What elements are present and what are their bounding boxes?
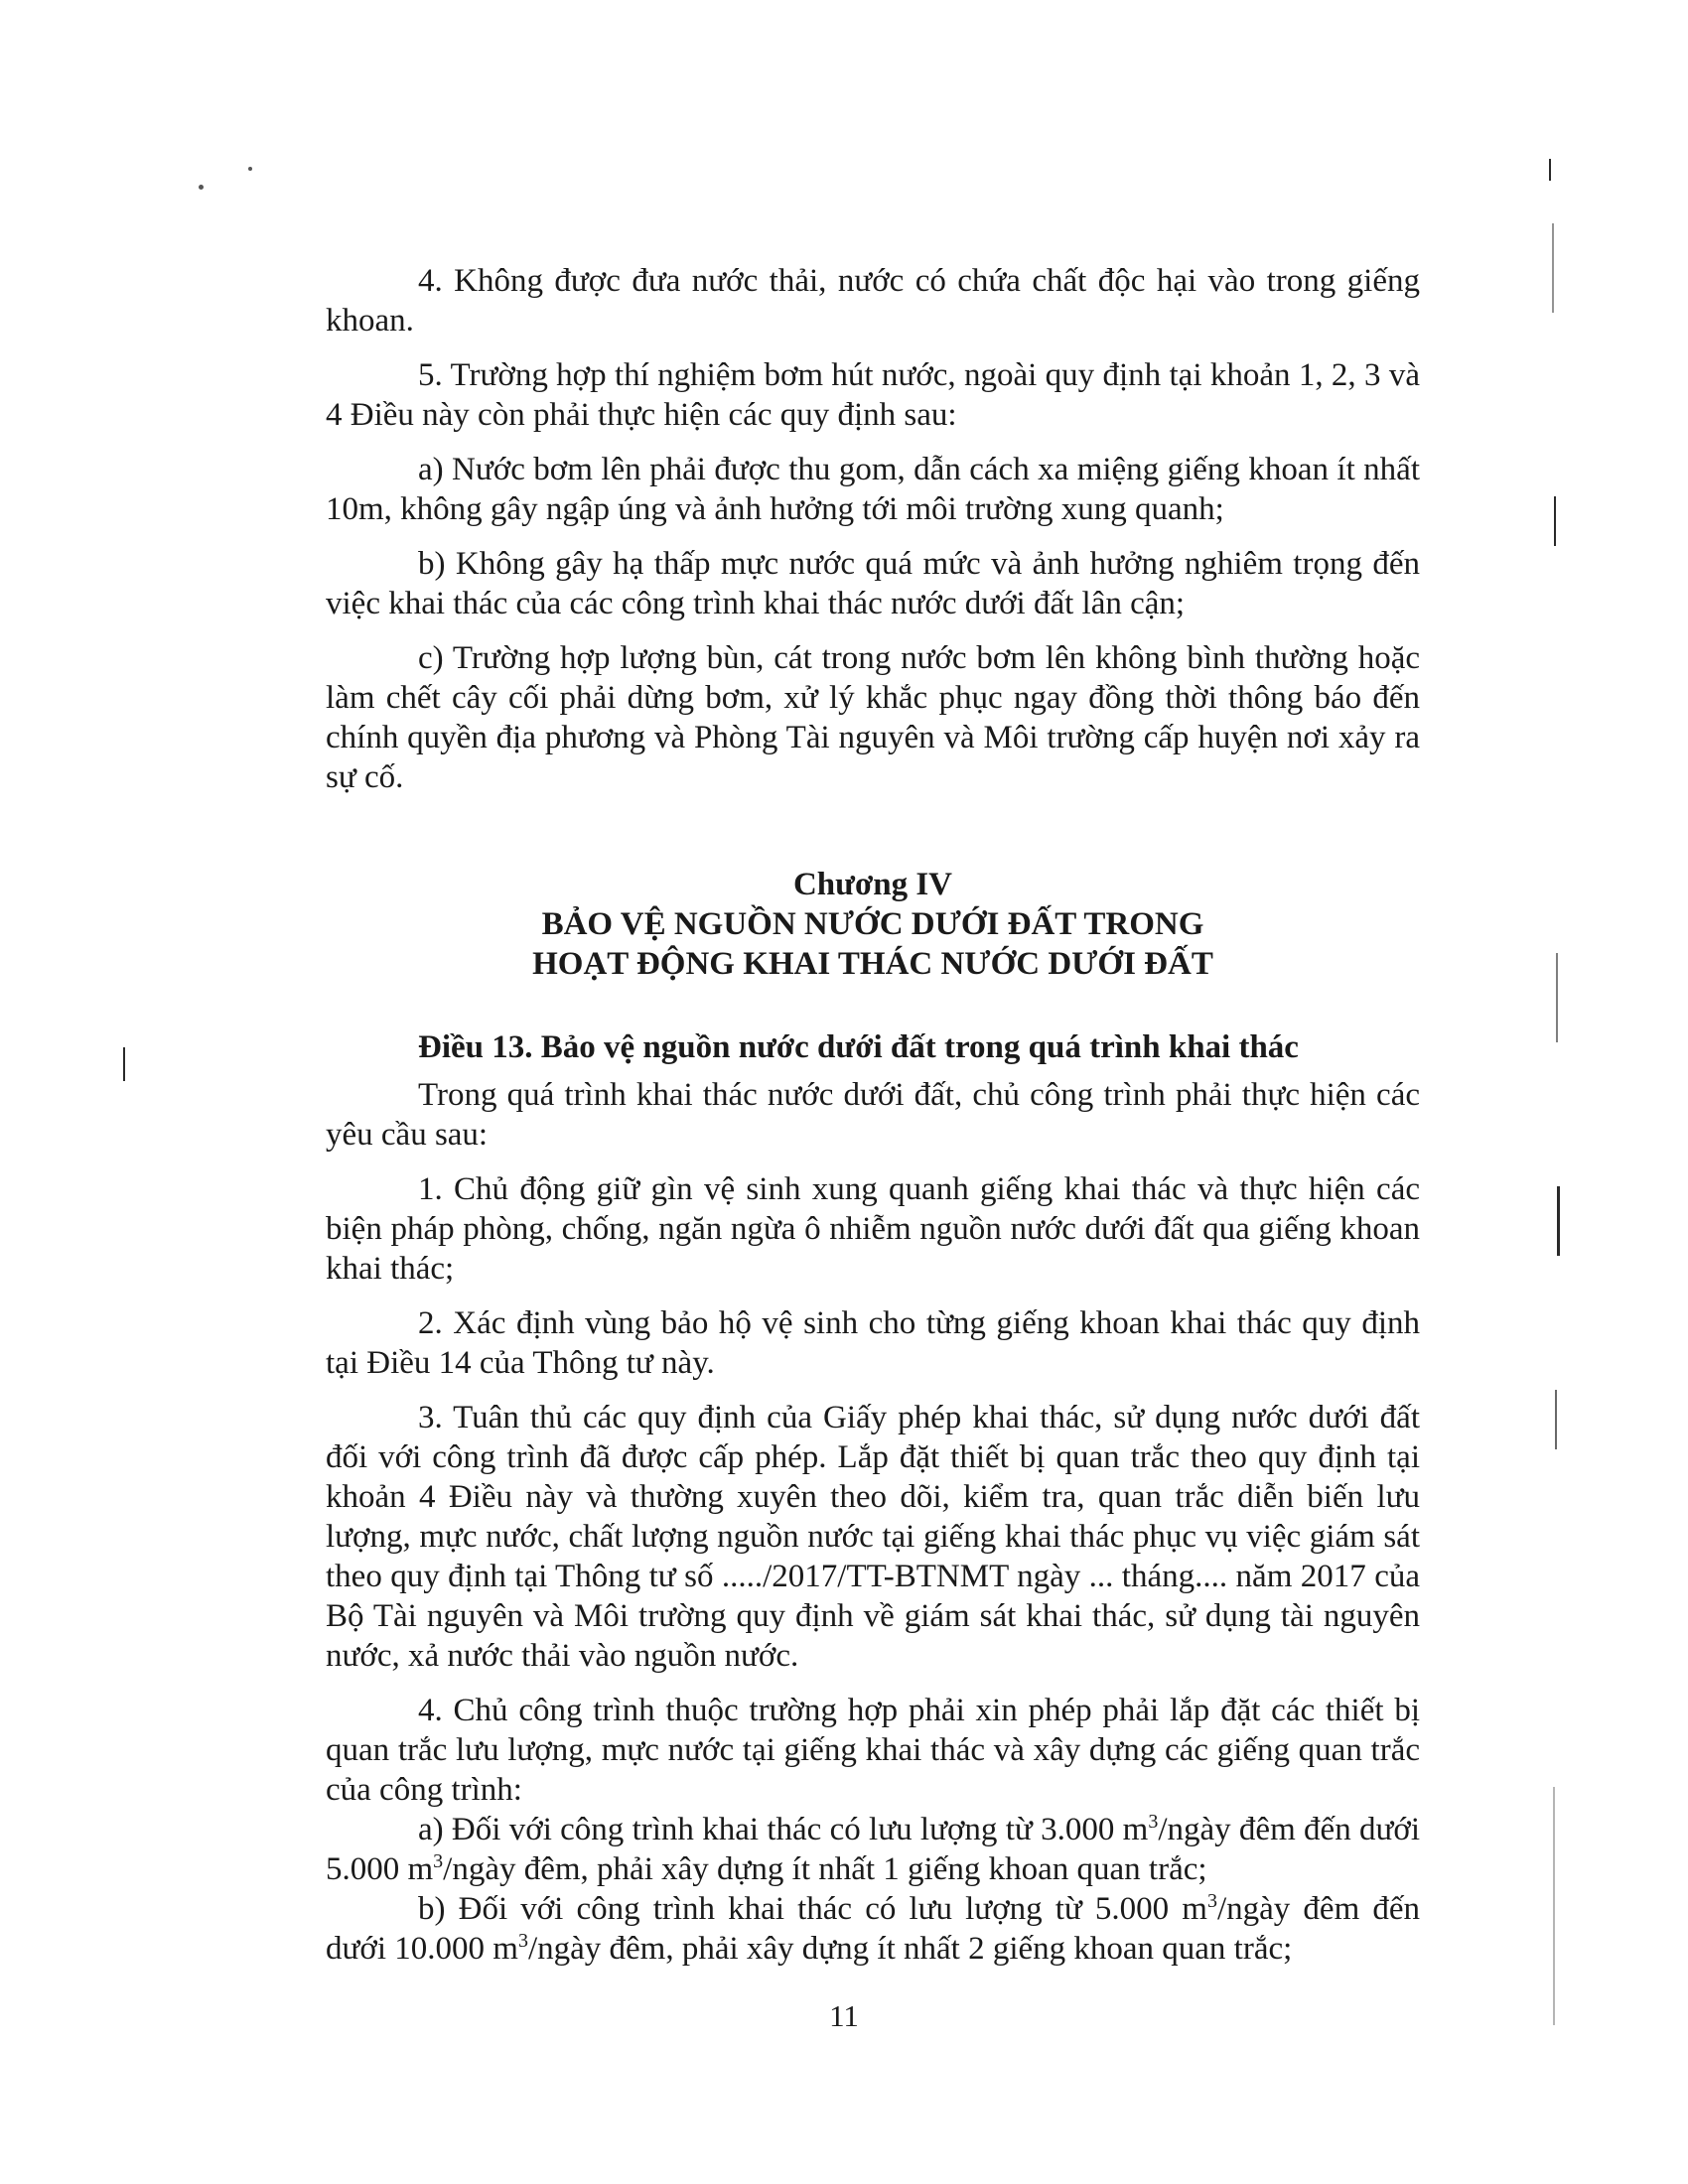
- paragraph-item-5a: a) Nước bơm lên phải được thu gom, dẫn cách xa miệng giếng khoan ít nhất 10m, không gây ngập úng và ảnh hưởng tới môi trường xung quanh;: [326, 452, 1420, 527]
- scan-speck: [248, 167, 252, 171]
- article-item-4: 4. Chủ công trình thuộc trường hợp phải xin phép phải lắp đặt các thiết bị quan trắc lưu lượng, mực nước tại giếng khai thác và xây dựng các giếng quan trắc của công trình:: [326, 1693, 1420, 1808]
- scan-edge-mark: [1549, 159, 1551, 181]
- article-item-1: 1. Chủ động giữ gìn vệ sinh xung quanh giếng khai thác và thực hiện các biện pháp phòng, chống, ngăn ngừa ô nhiễm nguồn nước dưới đất qua giếng khoan khai thác;: [326, 1171, 1420, 1287]
- chapter-heading: [326, 865, 1420, 984]
- scan-edge-mark: [1555, 1390, 1557, 1449]
- paragraph-item-5b: b) Không gây hạ thấp mực nước quá mức và ảnh hưởng nghiêm trọng đến việc khai thác của các công trình khai thác nước dưới đất lân cận;: [326, 546, 1420, 621]
- chapter-number: Chương IV: [792, 867, 953, 902]
- scan-edge-mark: [1554, 496, 1556, 546]
- page-number: 11: [829, 1998, 859, 2033]
- scan-edge-mark: [123, 1047, 125, 1081]
- scan-edge-mark: [1557, 1186, 1560, 1256]
- article-intro: Trong quá trình khai thác nước dưới đất, chủ công trình phải thực hiện các yêu cầu sau:: [326, 1077, 1420, 1153]
- paragraph-item-5: 5. Trường hợp thí nghiệm bơm hút nước, ngoài quy định tại khoản 1, 2, 3 và 4 Điều này còn phải thực hiện các quy định sau:: [326, 357, 1420, 433]
- paragraph-item-4: 4. Không được đưa nước thải, nước có chứa chất độc hại vào trong giếng khoan.: [326, 263, 1420, 339]
- paragraph-item-5c: c) Trường hợp lượng bùn, cát trong nước bơm lên không bình thường hoặc làm chết cây cối phải dừng bơm, xử lý khắc phục ngay đồng thời thông báo đến chính quyền địa phương và Phòng Tài nguyên và Môi trường cấp huyện nơi xảy ra sự cố.: [326, 640, 1420, 795]
- scan-edge-mark: [1556, 953, 1558, 1042]
- article-item-4a: a) Đối với công trình khai thác có lưu lượng từ 3.000 $m^3$/ngày đêm đến dưới 5.000 $m^3$/ngày đêm, phải xây dựng ít nhất 1 giếng khoan quan trắc;: [326, 1811, 1420, 1887]
- body-text: [326, 261, 1420, 1969]
- article-item-2: 2. Xác định vùng bảo hộ vệ sinh cho từng giếng khoan khai thác quy định tại Điều 14 của Thông tư này.: [326, 1305, 1420, 1381]
- scan-edge-mark: [1553, 1787, 1555, 2025]
- article-heading: Điều 13. Bảo vệ nguồn nước dưới đất trong quá trình khai thác: [418, 1029, 1299, 1065]
- chapter-title-line2: HOẠT ĐỘNG KHAI THÁC NƯỚC DƯỚI ĐẤT: [532, 946, 1213, 982]
- chapter-title-line1: BẢO VỆ NGUỒN NƯỚC DƯỚI ĐẤT TRONG: [541, 906, 1204, 942]
- scan-speck: [199, 185, 204, 190]
- article-item-4b: b) Đối với công trình khai thác có lưu lượng từ 5.000 $m^3$/ngày đêm đến dưới 10.000 $m^3$/ngày đêm, phải xây dựng ít nhất 2 giếng khoan quan trắc;: [326, 1890, 1421, 1967]
- article-item-3: 3. Tuân thủ các quy định của Giấy phép khai thác, sử dụng nước dưới đất đối với công trình đã được cấp phép. Lắp đặt thiết bị quan trắc theo quy định tại khoản 4 Điều này và thường xuyên theo dõi, kiểm tra, quan trắc diễn biến lưu lượng, mực nước, chất lượng nguồn nước tại giếng khai thác phục vụ việc giám sát theo quy định tại Thông tư số ...../2017/TT-BTNMT ngày ... tháng.... năm 2017 của Bộ Tài nguyên và Môi trường quy định về giám sát khai thác, sử dụng tài nguyên nước, xả nước thải vào nguồn nước.: [326, 1400, 1420, 1674]
- scan-edge-mark: [1552, 223, 1554, 313]
